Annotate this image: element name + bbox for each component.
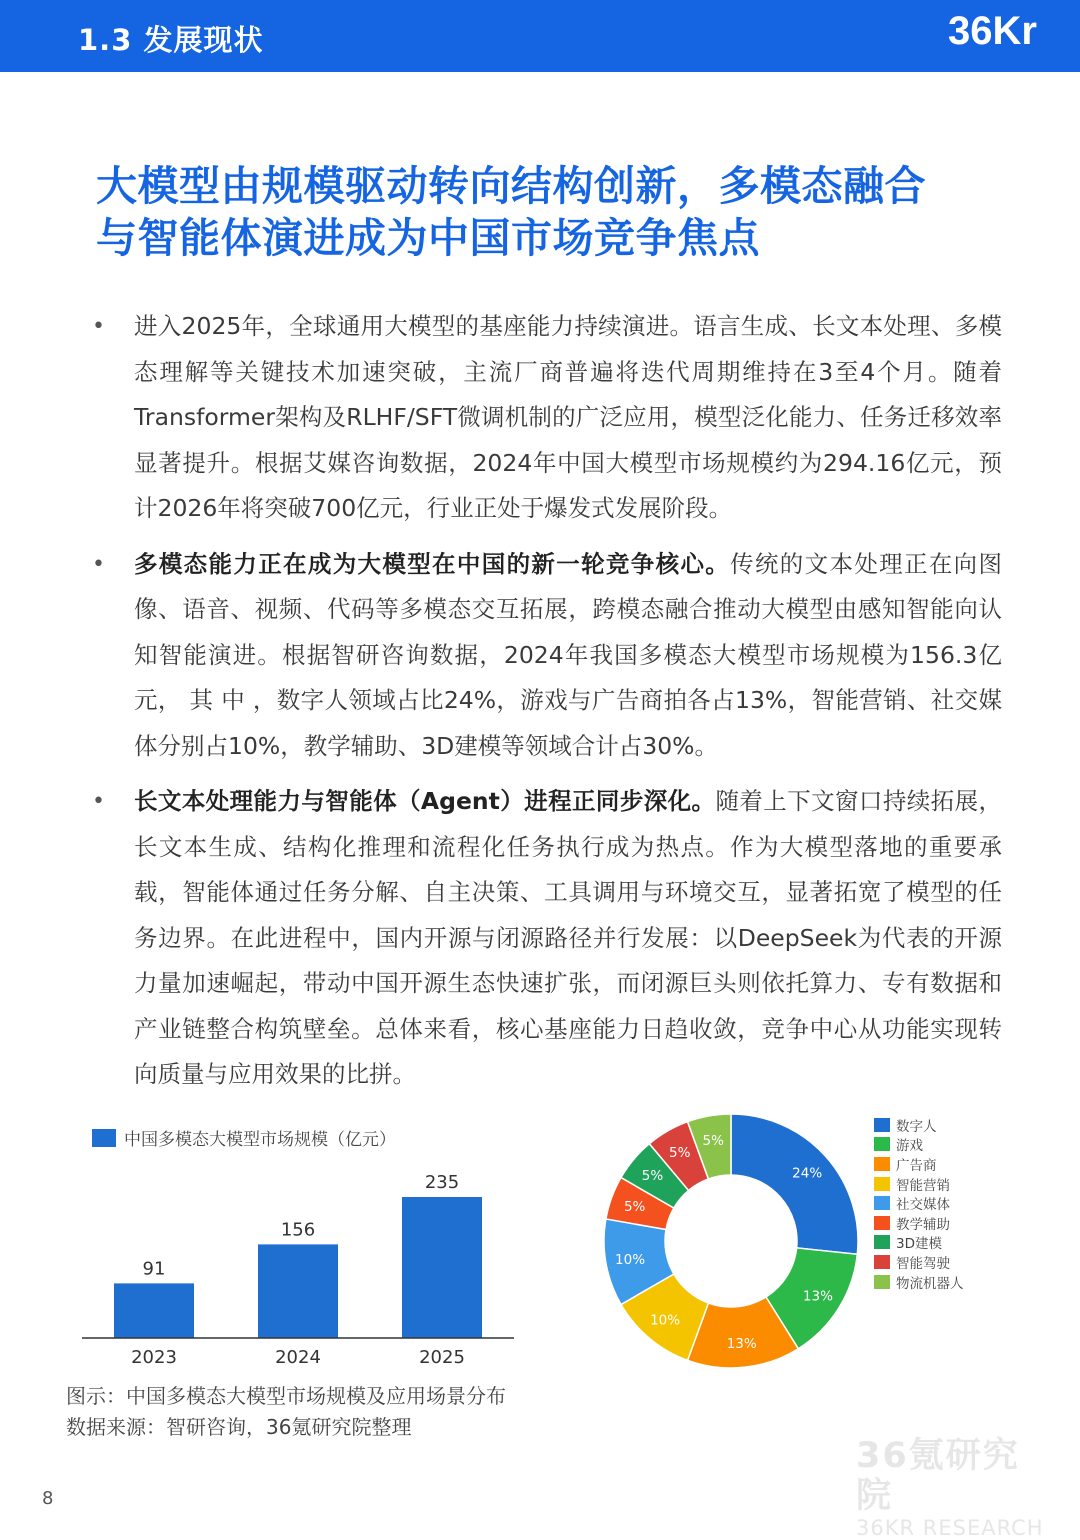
36kr-logo	[940, 0, 1080, 72]
bullet-text: 随着上下文窗口持续拓展，长文本生成、结构化推理和流程化任务执行成为热点。作为大模型落地的重要承载，智能体通过任务分解、自主决策、工具调用与环境交互，显著拓宽了模型的任务边界。在此进程中，国内开源与闭源路径并行发展：以DeepSeek为代表的开源力量加速崛起，带动中国开源生态快速扩张，而闭源巨头则依托算力、专有数据和产业链整合构筑壁垒。总体来看，核心基座能力日趋收敛，竞争中心从功能实现转向质量与应用效果的比拼。	[134, 787, 1002, 1088]
bullet-lead: 多模态能力正在成为大模型在中国的新一轮竞争核心。	[134, 549, 731, 578]
bar-value-label: 235	[424, 1172, 460, 1193]
donut-value-label: 10%	[615, 1251, 646, 1268]
section-title: 1.3 发展现状	[78, 23, 264, 57]
bullet-item	[92, 779, 1002, 1098]
bullet-dot-icon: •	[92, 789, 105, 814]
donut-value-label: 13%	[802, 1288, 833, 1305]
x-tick-label: 2025	[419, 1347, 465, 1368]
legend-swatch	[874, 1137, 890, 1151]
headline-line-1: 大模型由规模驱动转向结构创新，多模态融合	[96, 162, 926, 210]
bar-value-label: 91	[142, 1258, 166, 1280]
donut-value-label: 5%	[669, 1145, 691, 1162]
bullet-item	[92, 542, 1002, 770]
legend-swatch	[874, 1177, 890, 1191]
legend-item	[874, 1115, 1064, 1135]
legend-swatch	[874, 1235, 890, 1249]
legend-label: 广告商	[896, 1157, 937, 1174]
legend-label: 教学辅助	[896, 1216, 950, 1233]
legend-label: 社交媒体	[896, 1197, 950, 1214]
legend-label: 智能营销	[896, 1177, 950, 1194]
donut-value-label: 24%	[792, 1165, 823, 1182]
headline	[96, 160, 996, 264]
legend-swatch	[874, 1157, 890, 1171]
x-tick-label: 2024	[275, 1347, 321, 1368]
bar-2025	[402, 1197, 482, 1338]
legend-item	[874, 1233, 1064, 1253]
bullet-dot-icon: •	[92, 314, 105, 339]
legend-item	[874, 1213, 1064, 1233]
headline-line-2: 与智能体演进成为中国市场竞争焦点	[96, 214, 760, 262]
bullet-dot-icon: •	[92, 551, 105, 577]
bullet-item	[92, 304, 1002, 532]
bullet-text: 进入2025年，全球通用大模型的基座能力持续演进。语言生成、长文本处理、多模态理解等关键技术加速突破，主流厂商普遍将迭代周期维持在3至4个月。随着Transformer架构及RLHF/SFT微调机制的广泛应用，模型泛化能力、任务迁移效率显著提升。根据艾媒咨询数据，2024年中国大模型市场规模约为294.16亿元，预计2026年将突破700亿元，行业正处于爆发式发展阶段。	[134, 312, 1002, 522]
legend-label: 游戏	[896, 1138, 923, 1155]
application-share-donut-chart	[596, 1106, 866, 1376]
bullet-text: 传统的文本处理正在向图像、语音、视频、代码等多模态交互拓展，跨模态融合推动大模型由感知智能向认知智能演进。根据智研咨询数据，2024年我国多模态大模型市场规模为156.3亿元， 其 中 ，数字人领域占比24%，游戏与广告商拍各占13%，智能营销、社交媒体分别占10%，教学辅助、3D建模等领域合计占30%。	[134, 549, 1003, 760]
legend-item	[874, 1252, 1064, 1272]
caption-title: 图示：中国多模态大模型市场规模及应用场景分布	[66, 1384, 506, 1408]
legend-item	[874, 1135, 1064, 1155]
legend-swatch	[92, 1129, 116, 1147]
legend-swatch	[874, 1275, 890, 1289]
donut-value-label: 13%	[726, 1335, 757, 1352]
donut-value-label: 5%	[623, 1198, 646, 1215]
legend-swatch	[874, 1118, 890, 1132]
page-number: 8	[42, 1488, 54, 1509]
donut-value-label: 10%	[650, 1312, 681, 1329]
legend-label: 3D建模	[896, 1236, 942, 1253]
x-tick-label: 2023	[131, 1347, 177, 1368]
header-bar	[0, 0, 1080, 72]
logo-text: 36Kr	[948, 9, 1037, 53]
caption-source: 数据来源：智研咨询，36氪研究院整理	[66, 1415, 412, 1439]
legend-swatch	[874, 1255, 890, 1269]
legend-item	[874, 1154, 1064, 1174]
bar-2023	[114, 1283, 194, 1338]
legend-item	[874, 1272, 1064, 1292]
legend-swatch	[874, 1216, 890, 1230]
legend-item	[874, 1193, 1064, 1213]
bullet-body	[134, 304, 1002, 532]
bar-2024	[258, 1244, 338, 1338]
donut-value-label: 5%	[702, 1133, 724, 1150]
bullet-lead: 长文本处理能力与智能体（Agent）进程正同步深化。	[134, 787, 716, 815]
legend-label: 智能驾驶	[896, 1255, 950, 1272]
legend-item	[874, 1174, 1064, 1194]
bullet-body	[134, 779, 1002, 1098]
watermark	[856, 1436, 1056, 1540]
watermark-en: 36KR RESEARCH	[856, 1516, 1044, 1540]
legend-swatch	[874, 1196, 890, 1210]
legend-label: 中国多模态大模型市场规模（亿元）	[124, 1130, 396, 1150]
watermark-cn: 36氪研究院	[856, 1436, 1020, 1516]
bullet-list	[92, 304, 1002, 1108]
market-size-bar-chart	[60, 1110, 530, 1380]
bullet-body	[134, 542, 1002, 770]
bar-value-label: 156	[280, 1219, 316, 1241]
legend-label: 物流机器人	[896, 1275, 964, 1292]
donut-legend	[874, 1115, 1064, 1291]
donut-slice-数字人	[731, 1114, 858, 1254]
donut-value-label: 5%	[641, 1168, 664, 1185]
figure-caption	[66, 1381, 506, 1443]
legend-label: 数字人	[896, 1118, 937, 1135]
